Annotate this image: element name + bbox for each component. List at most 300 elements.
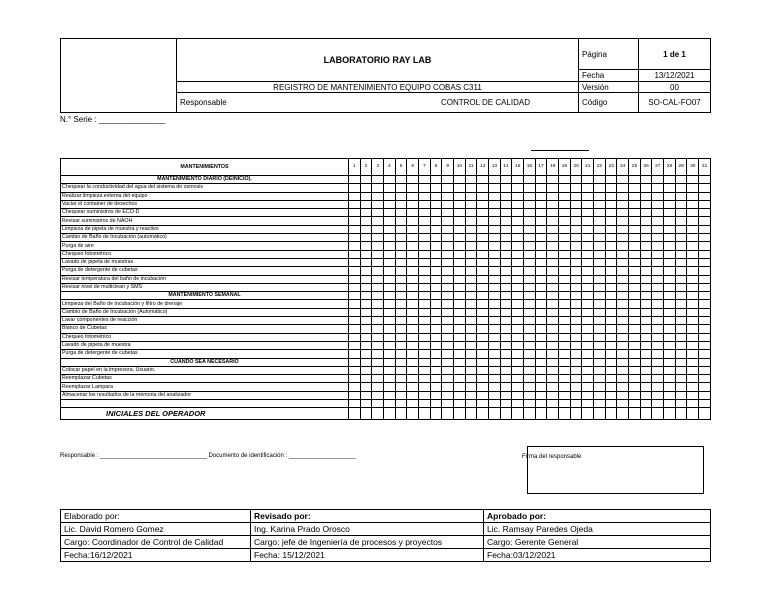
day-cell[interactable] (500, 300, 512, 308)
day-cell[interactable] (419, 350, 431, 358)
day-cell[interactable] (570, 225, 582, 233)
day-cell[interactable] (465, 358, 477, 366)
day-cell[interactable] (535, 325, 547, 333)
day-cell[interactable] (664, 209, 676, 217)
day-cell[interactable] (675, 283, 687, 291)
day-cell[interactable] (442, 217, 454, 225)
day-cell[interactable] (699, 283, 711, 291)
day-cell[interactable] (349, 283, 361, 291)
day-cell[interactable] (512, 234, 524, 242)
day-cell[interactable] (512, 209, 524, 217)
day-cell[interactable] (349, 217, 361, 225)
day-cell[interactable] (372, 258, 384, 266)
day-cell[interactable] (617, 250, 629, 258)
day-cell[interactable] (500, 176, 512, 184)
day-cell[interactable] (617, 258, 629, 266)
day-cell[interactable] (524, 400, 536, 408)
day-cell[interactable] (664, 217, 676, 225)
day-cell[interactable] (699, 333, 711, 341)
day-cell[interactable] (500, 350, 512, 358)
day-cell[interactable] (675, 325, 687, 333)
day-cell[interactable] (465, 242, 477, 250)
day-cell[interactable] (430, 333, 442, 341)
day-cell[interactable] (640, 225, 652, 233)
day-cell[interactable] (547, 375, 559, 383)
day-cell[interactable] (605, 333, 617, 341)
day-cell[interactable] (629, 275, 641, 283)
day-cell[interactable] (675, 209, 687, 217)
day-cell[interactable] (547, 200, 559, 208)
day-cell[interactable] (687, 250, 699, 258)
day-cell[interactable] (512, 333, 524, 341)
day-cell[interactable] (489, 217, 501, 225)
day-cell[interactable] (477, 209, 489, 217)
day-cell[interactable] (430, 258, 442, 266)
day-cell[interactable] (559, 408, 571, 420)
day-cell[interactable] (477, 200, 489, 208)
day-cell[interactable] (664, 234, 676, 242)
day-cell[interactable] (360, 408, 372, 420)
day-cell[interactable] (559, 225, 571, 233)
day-cell[interactable] (442, 184, 454, 192)
day-cell[interactable] (629, 317, 641, 325)
day-cell[interactable] (547, 250, 559, 258)
day-cell[interactable] (675, 308, 687, 316)
day-cell[interactable] (489, 358, 501, 366)
day-cell[interactable] (407, 383, 419, 391)
day-cell[interactable] (629, 300, 641, 308)
day-cell[interactable] (629, 358, 641, 366)
day-cell[interactable] (559, 300, 571, 308)
day-cell[interactable] (547, 383, 559, 391)
day-cell[interactable] (675, 350, 687, 358)
day-cell[interactable] (617, 375, 629, 383)
day-cell[interactable] (465, 234, 477, 242)
day-cell[interactable] (582, 383, 594, 391)
day-cell[interactable] (430, 267, 442, 275)
day-cell[interactable] (465, 317, 477, 325)
day-cell[interactable] (570, 242, 582, 250)
day-cell[interactable] (687, 292, 699, 300)
day-cell[interactable] (594, 209, 606, 217)
day-cell[interactable] (489, 234, 501, 242)
day-cell[interactable] (535, 383, 547, 391)
day-cell[interactable] (547, 391, 559, 399)
day-cell[interactable] (442, 267, 454, 275)
day-cell[interactable] (617, 192, 629, 200)
day-cell[interactable] (629, 225, 641, 233)
day-cell[interactable] (430, 234, 442, 242)
day-cell[interactable] (559, 258, 571, 266)
day-cell[interactable] (594, 383, 606, 391)
day-cell[interactable] (699, 258, 711, 266)
day-cell[interactable] (699, 234, 711, 242)
day-cell[interactable] (454, 258, 466, 266)
day-cell[interactable] (605, 217, 617, 225)
day-cell[interactable] (652, 350, 664, 358)
day-cell[interactable] (454, 267, 466, 275)
day-cell[interactable] (500, 400, 512, 408)
day-cell[interactable] (687, 300, 699, 308)
day-cell[interactable] (384, 400, 396, 408)
day-cell[interactable] (524, 267, 536, 275)
day-cell[interactable] (605, 258, 617, 266)
day-cell[interactable] (582, 234, 594, 242)
day-cell[interactable] (512, 192, 524, 200)
day-cell[interactable] (524, 317, 536, 325)
day-cell[interactable] (547, 358, 559, 366)
day-cell[interactable] (605, 366, 617, 374)
day-cell[interactable] (407, 325, 419, 333)
day-cell[interactable] (442, 341, 454, 349)
day-cell[interactable] (675, 242, 687, 250)
day-cell[interactable] (559, 317, 571, 325)
day-cell[interactable] (454, 283, 466, 291)
day-cell[interactable] (582, 209, 594, 217)
day-cell[interactable] (430, 184, 442, 192)
day-cell[interactable] (699, 200, 711, 208)
day-cell[interactable] (395, 176, 407, 184)
day-cell[interactable] (582, 391, 594, 399)
day-cell[interactable] (699, 325, 711, 333)
day-cell[interactable] (652, 225, 664, 233)
day-cell[interactable] (384, 358, 396, 366)
day-cell[interactable] (570, 341, 582, 349)
day-cell[interactable] (349, 192, 361, 200)
day-cell[interactable] (465, 283, 477, 291)
day-cell[interactable] (395, 325, 407, 333)
day-cell[interactable] (687, 308, 699, 316)
day-cell[interactable] (535, 184, 547, 192)
day-cell[interactable] (395, 217, 407, 225)
day-cell[interactable] (477, 283, 489, 291)
day-cell[interactable] (454, 209, 466, 217)
day-cell[interactable] (629, 250, 641, 258)
day-cell[interactable] (489, 308, 501, 316)
day-cell[interactable] (384, 242, 396, 250)
day-cell[interactable] (349, 408, 361, 420)
day-cell[interactable] (419, 184, 431, 192)
day-cell[interactable] (640, 383, 652, 391)
day-cell[interactable] (594, 275, 606, 283)
day-cell[interactable] (640, 350, 652, 358)
day-cell[interactable] (547, 366, 559, 374)
day-cell[interactable] (500, 209, 512, 217)
day-cell[interactable] (582, 325, 594, 333)
day-cell[interactable] (407, 225, 419, 233)
day-cell[interactable] (675, 217, 687, 225)
day-cell[interactable] (430, 217, 442, 225)
day-cell[interactable] (664, 308, 676, 316)
day-cell[interactable] (512, 258, 524, 266)
day-cell[interactable] (594, 217, 606, 225)
day-cell[interactable] (617, 283, 629, 291)
day-cell[interactable] (617, 358, 629, 366)
day-cell[interactable] (489, 250, 501, 258)
day-cell[interactable] (349, 317, 361, 325)
day-cell[interactable] (419, 225, 431, 233)
day-cell[interactable] (372, 225, 384, 233)
day-cell[interactable] (640, 267, 652, 275)
day-cell[interactable] (594, 317, 606, 325)
day-cell[interactable] (477, 391, 489, 399)
day-cell[interactable] (559, 283, 571, 291)
day-cell[interactable] (699, 292, 711, 300)
day-cell[interactable] (512, 225, 524, 233)
day-cell[interactable] (524, 375, 536, 383)
day-cell[interactable] (547, 234, 559, 242)
day-cell[interactable] (617, 200, 629, 208)
day-cell[interactable] (360, 200, 372, 208)
day-cell[interactable] (430, 391, 442, 399)
day-cell[interactable] (454, 333, 466, 341)
day-cell[interactable] (699, 209, 711, 217)
day-cell[interactable] (442, 383, 454, 391)
day-cell[interactable] (605, 408, 617, 420)
day-cell[interactable] (395, 250, 407, 258)
day-cell[interactable] (489, 333, 501, 341)
day-cell[interactable] (605, 267, 617, 275)
day-cell[interactable] (349, 375, 361, 383)
day-cell[interactable] (687, 375, 699, 383)
day-cell[interactable] (465, 200, 477, 208)
day-cell[interactable] (629, 292, 641, 300)
day-cell[interactable] (384, 275, 396, 283)
day-cell[interactable] (430, 192, 442, 200)
day-cell[interactable] (570, 333, 582, 341)
day-cell[interactable] (349, 366, 361, 374)
day-cell[interactable] (477, 234, 489, 242)
day-cell[interactable] (664, 176, 676, 184)
day-cell[interactable] (407, 375, 419, 383)
day-cell[interactable] (442, 358, 454, 366)
day-cell[interactable] (617, 350, 629, 358)
day-cell[interactable] (582, 192, 594, 200)
day-cell[interactable] (559, 192, 571, 200)
day-cell[interactable] (442, 192, 454, 200)
day-cell[interactable] (559, 234, 571, 242)
day-cell[interactable] (512, 250, 524, 258)
day-cell[interactable] (489, 192, 501, 200)
day-cell[interactable] (395, 341, 407, 349)
day-cell[interactable] (687, 275, 699, 283)
day-cell[interactable] (524, 358, 536, 366)
day-cell[interactable] (652, 234, 664, 242)
day-cell[interactable] (652, 308, 664, 316)
day-cell[interactable] (664, 341, 676, 349)
day-cell[interactable] (372, 308, 384, 316)
day-cell[interactable] (372, 275, 384, 283)
day-cell[interactable] (605, 308, 617, 316)
day-cell[interactable] (559, 200, 571, 208)
day-cell[interactable] (372, 184, 384, 192)
day-cell[interactable] (477, 192, 489, 200)
day-cell[interactable] (372, 217, 384, 225)
day-cell[interactable] (535, 200, 547, 208)
day-cell[interactable] (430, 250, 442, 258)
day-cell[interactable] (547, 242, 559, 250)
day-cell[interactable] (547, 225, 559, 233)
day-cell[interactable] (454, 350, 466, 358)
day-cell[interactable] (535, 225, 547, 233)
day-cell[interactable] (442, 325, 454, 333)
day-cell[interactable] (442, 408, 454, 420)
day-cell[interactable] (582, 225, 594, 233)
day-cell[interactable] (395, 400, 407, 408)
day-cell[interactable] (687, 366, 699, 374)
day-cell[interactable] (477, 184, 489, 192)
day-cell[interactable] (419, 242, 431, 250)
day-cell[interactable] (454, 242, 466, 250)
day-cell[interactable] (699, 391, 711, 399)
day-cell[interactable] (372, 209, 384, 217)
day-cell[interactable] (699, 242, 711, 250)
day-cell[interactable] (512, 383, 524, 391)
day-cell[interactable] (407, 250, 419, 258)
day-cell[interactable] (535, 308, 547, 316)
day-cell[interactable] (454, 200, 466, 208)
day-cell[interactable] (605, 292, 617, 300)
day-cell[interactable] (465, 192, 477, 200)
day-cell[interactable] (372, 325, 384, 333)
day-cell[interactable] (454, 234, 466, 242)
day-cell[interactable] (559, 267, 571, 275)
day-cell[interactable] (629, 200, 641, 208)
day-cell[interactable] (477, 300, 489, 308)
day-cell[interactable] (349, 184, 361, 192)
day-cell[interactable] (640, 209, 652, 217)
day-cell[interactable] (465, 383, 477, 391)
day-cell[interactable] (594, 325, 606, 333)
day-cell[interactable] (477, 250, 489, 258)
day-cell[interactable] (640, 358, 652, 366)
day-cell[interactable] (582, 184, 594, 192)
day-cell[interactable] (582, 341, 594, 349)
day-cell[interactable] (454, 358, 466, 366)
day-cell[interactable] (535, 258, 547, 266)
day-cell[interactable] (395, 383, 407, 391)
day-cell[interactable] (419, 217, 431, 225)
day-cell[interactable] (360, 209, 372, 217)
day-cell[interactable] (605, 383, 617, 391)
day-cell[interactable] (407, 292, 419, 300)
day-cell[interactable] (395, 184, 407, 192)
day-cell[interactable] (687, 317, 699, 325)
day-cell[interactable] (349, 209, 361, 217)
day-cell[interactable] (640, 217, 652, 225)
day-cell[interactable] (489, 267, 501, 275)
day-cell[interactable] (652, 300, 664, 308)
day-cell[interactable] (430, 325, 442, 333)
day-cell[interactable] (489, 383, 501, 391)
day-cell[interactable] (687, 350, 699, 358)
day-cell[interactable] (524, 275, 536, 283)
day-cell[interactable] (570, 200, 582, 208)
day-cell[interactable] (372, 317, 384, 325)
day-cell[interactable] (559, 217, 571, 225)
day-cell[interactable] (524, 176, 536, 184)
day-cell[interactable] (524, 333, 536, 341)
day-cell[interactable] (675, 250, 687, 258)
day-cell[interactable] (675, 267, 687, 275)
day-cell[interactable] (454, 383, 466, 391)
day-cell[interactable] (664, 242, 676, 250)
day-cell[interactable] (652, 358, 664, 366)
day-cell[interactable] (477, 292, 489, 300)
day-cell[interactable] (570, 234, 582, 242)
day-cell[interactable] (465, 325, 477, 333)
day-cell[interactable] (442, 258, 454, 266)
day-cell[interactable] (395, 209, 407, 217)
day-cell[interactable] (384, 176, 396, 184)
day-cell[interactable] (419, 408, 431, 420)
day-cell[interactable] (547, 209, 559, 217)
day-cell[interactable] (349, 333, 361, 341)
day-cell[interactable] (652, 325, 664, 333)
day-cell[interactable] (430, 308, 442, 316)
day-cell[interactable] (465, 184, 477, 192)
day-cell[interactable] (524, 225, 536, 233)
day-cell[interactable] (360, 192, 372, 200)
day-cell[interactable] (372, 300, 384, 308)
day-cell[interactable] (699, 217, 711, 225)
day-cell[interactable] (360, 375, 372, 383)
day-cell[interactable] (419, 283, 431, 291)
day-cell[interactable] (372, 400, 384, 408)
day-cell[interactable] (349, 275, 361, 283)
day-cell[interactable] (489, 391, 501, 399)
day-cell[interactable] (699, 400, 711, 408)
day-cell[interactable] (617, 391, 629, 399)
day-cell[interactable] (395, 234, 407, 242)
day-cell[interactable] (605, 350, 617, 358)
day-cell[interactable] (664, 408, 676, 420)
day-cell[interactable] (687, 400, 699, 408)
day-cell[interactable] (594, 308, 606, 316)
day-cell[interactable] (419, 391, 431, 399)
day-cell[interactable] (535, 176, 547, 184)
day-cell[interactable] (524, 283, 536, 291)
day-cell[interactable] (617, 209, 629, 217)
day-cell[interactable] (384, 184, 396, 192)
day-cell[interactable] (524, 408, 536, 420)
day-cell[interactable] (372, 408, 384, 420)
day-cell[interactable] (617, 383, 629, 391)
day-cell[interactable] (524, 383, 536, 391)
day-cell[interactable] (512, 275, 524, 283)
day-cell[interactable] (500, 200, 512, 208)
day-cell[interactable] (442, 176, 454, 184)
day-cell[interactable] (652, 209, 664, 217)
day-cell[interactable] (617, 400, 629, 408)
day-cell[interactable] (360, 400, 372, 408)
day-cell[interactable] (489, 225, 501, 233)
day-cell[interactable] (570, 258, 582, 266)
day-cell[interactable] (524, 391, 536, 399)
day-cell[interactable] (640, 300, 652, 308)
day-cell[interactable] (477, 217, 489, 225)
day-cell[interactable] (477, 308, 489, 316)
day-cell[interactable] (629, 375, 641, 383)
day-cell[interactable] (360, 325, 372, 333)
day-cell[interactable] (500, 267, 512, 275)
day-cell[interactable] (640, 308, 652, 316)
day-cell[interactable] (629, 333, 641, 341)
day-cell[interactable] (395, 200, 407, 208)
day-cell[interactable] (512, 391, 524, 399)
day-cell[interactable] (535, 267, 547, 275)
day-cell[interactable] (395, 225, 407, 233)
